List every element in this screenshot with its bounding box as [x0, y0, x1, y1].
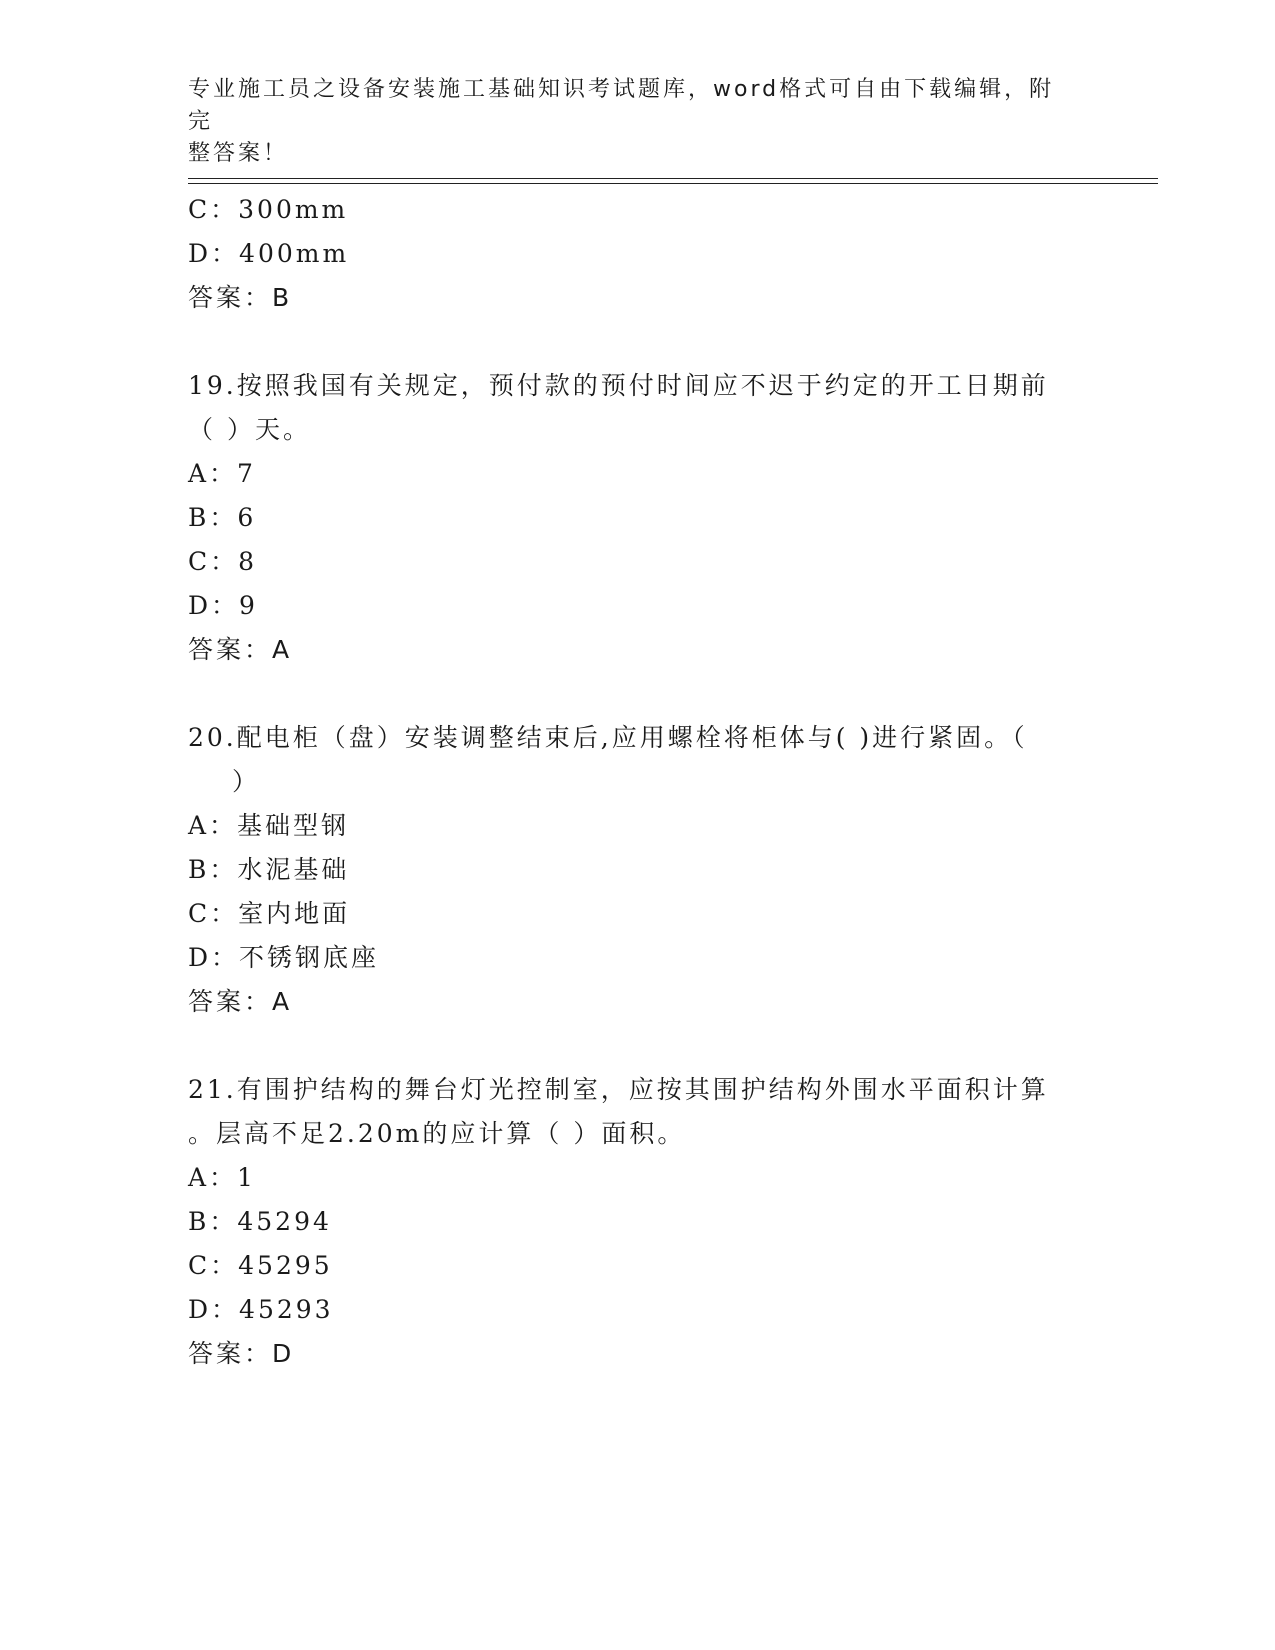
question-20-option-d: D：不锈钢底座 — [188, 943, 380, 972]
question-20-stem-line-1: 20.配电柜（盘）安装调整结束后,应用螺栓将柜体与( )进行紧固。（ — [188, 723, 1028, 752]
question-19-option-d: D：9 — [188, 591, 258, 620]
document-header — [188, 74, 1068, 170]
header-divider-top — [188, 178, 1158, 179]
header-divider-bottom — [188, 183, 1158, 184]
question-20-stem-line-2: ） — [232, 767, 261, 796]
question-19-stem-line-2: （ ）天。 — [188, 415, 311, 444]
option-d: D：400mm — [188, 239, 350, 268]
question-20-answer: 答案：A — [188, 987, 293, 1016]
question-20-option-b: B：水泥基础 — [188, 855, 350, 884]
question-21-answer: 答案：D — [188, 1339, 295, 1368]
header-line-1: 专业施工员之设备安装施工基础知识考试题库，word格式可自由下载编辑，附完 — [188, 77, 1055, 134]
question-20-option-c: C：室内地面 — [188, 899, 351, 928]
question-20-option-a: A：基础型钢 — [188, 811, 350, 840]
question-21-option-c: C：45295 — [188, 1251, 333, 1280]
question-19-option-c: C：8 — [188, 547, 258, 576]
question-21-option-d: D：45293 — [188, 1295, 334, 1324]
question-21-option-a: A：1 — [188, 1163, 256, 1192]
answer-line: 答案：B — [188, 283, 293, 312]
question-21-stem-line-2: 。层高不足2.20m的应计算（ ）面积。 — [188, 1119, 686, 1148]
question-21-stem-line-1: 21.有围护结构的舞台灯光控制室，应按其围护结构外围水平面积计算 — [188, 1075, 1049, 1104]
option-c: C：300mm — [188, 195, 349, 224]
question-19-stem-line-1: 19.按照我国有关规定，预付款的预付时间应不迟于约定的开工日期前 — [188, 371, 1049, 400]
question-21-option-b: B：45294 — [188, 1207, 332, 1236]
question-19-option-b: B：6 — [188, 503, 257, 532]
question-19-option-a: A：7 — [188, 459, 256, 488]
header-line-2: 整答案！ — [188, 141, 289, 166]
question-19-answer: 答案：A — [188, 635, 293, 664]
